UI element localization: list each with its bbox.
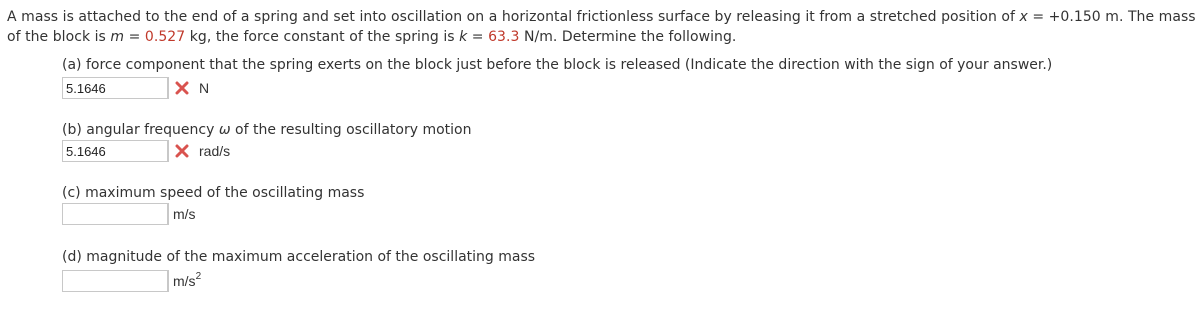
part-c-unit-area: [168, 203, 196, 225]
part-d-label: (d) magnitude of the maximum acceleration of the oscillating mass: [62, 249, 536, 265]
intro-text-2: = +0.150 m. The mass of the block is: [7, 9, 1196, 45]
intro-text-5: =: [467, 29, 489, 45]
part-a-unit: N: [199, 80, 210, 96]
part-a-label: (a) force component that the spring exerts on the block just before the block is released (Indicate the direction with the sign of your answer.): [62, 57, 1053, 73]
part-b-label-post: of the resulting oscillatory motion: [230, 122, 472, 138]
omega-symbol: ω: [218, 122, 231, 138]
part-c-answer-input[interactable]: [62, 203, 168, 225]
intro-text-1: A mass is attached to the end of a spring and set into oscillation on a horizontal frictionless surface by releasing it from a stretched position of: [7, 9, 1020, 25]
intro-text-6: N/m. Determine the following.: [519, 29, 737, 45]
part-b-answer-row: [62, 140, 230, 162]
variable-m: m: [110, 29, 125, 45]
part-d-unit-base: m/s: [173, 273, 196, 289]
spring-constant-value: 63.3: [488, 29, 520, 45]
part-b-label-pre: (b) angular frequency: [62, 122, 219, 138]
part-b-unit-area: [168, 140, 230, 162]
part-c-label: (c) maximum speed of the oscillating mass: [62, 185, 365, 201]
intro-text-3: =: [124, 29, 145, 45]
part-a-answer-row: [62, 77, 209, 99]
mass-value: 0.527: [144, 29, 186, 45]
incorrect-icon: [175, 144, 189, 158]
incorrect-icon: [175, 81, 189, 95]
part-d-answer-input[interactable]: [62, 270, 168, 292]
part-d-unit-exponent: 2: [195, 271, 202, 283]
part-d-answer-row: [62, 270, 201, 292]
variable-x: x: [1019, 9, 1028, 25]
problem-statement: [7, 7, 1197, 47]
variable-k: k: [459, 29, 468, 45]
part-a-answer-input[interactable]: 5.1646: [62, 77, 168, 99]
intro-text-4: kg, the force constant of the spring is: [185, 29, 460, 45]
part-b-label: [62, 120, 471, 140]
part-b-answer-input[interactable]: 5.1646: [62, 140, 168, 162]
part-b-unit: rad/s: [199, 143, 231, 159]
part-c-answer-row: [62, 203, 196, 225]
part-c-unit: m/s: [173, 206, 196, 222]
part-d-unit-area: [168, 270, 201, 292]
part-d-unit: [173, 273, 201, 289]
part-a-unit-area: [168, 77, 209, 99]
